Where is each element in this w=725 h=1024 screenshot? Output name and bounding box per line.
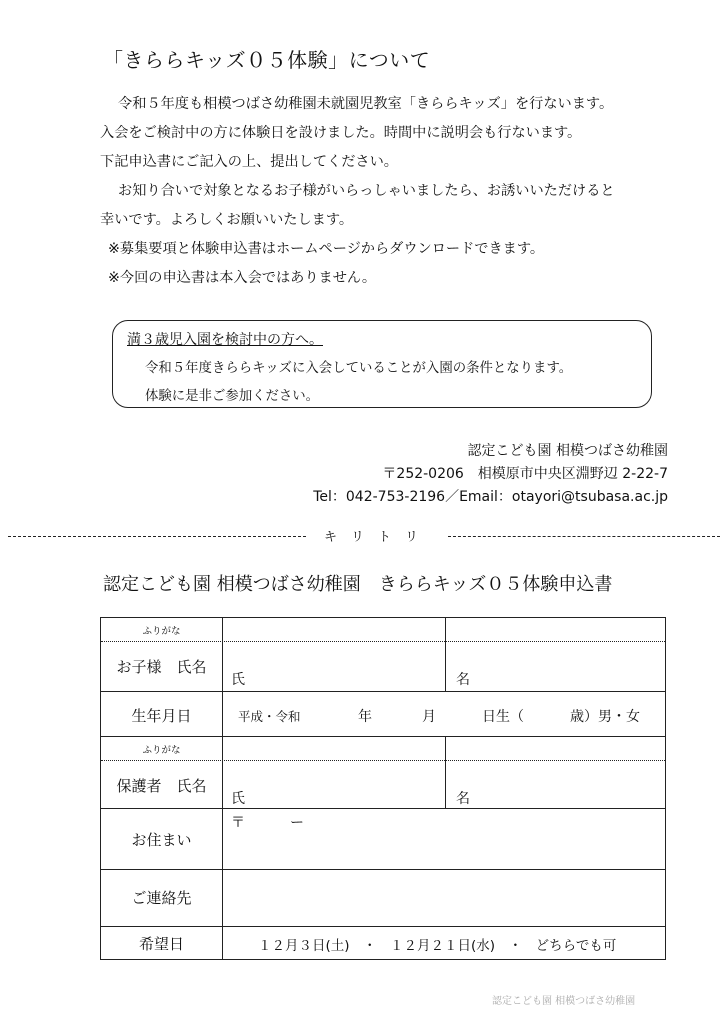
footer-text: 認定こども園 相模つばさ幼稚園 (492, 996, 636, 1007)
furigana-label: ふりがな (142, 626, 181, 637)
given-name-prefix: 名 (456, 791, 470, 807)
date-label: 希望日 (138, 935, 184, 953)
notice-title: 満３歳児入園を検討中の方へ。 (127, 332, 323, 348)
notice-box (112, 320, 652, 408)
intro-paragraph: 幸いです。よろしくお願いいたします。 (100, 212, 354, 228)
intro-text (100, 90, 700, 293)
notice-line: 体験に是非ご参加ください。 (145, 389, 320, 404)
guardian-family-name-field[interactable] (222, 761, 445, 808)
child-furigana-family-field[interactable] (222, 618, 445, 641)
child-name-label: お子様 氏名 (116, 658, 207, 676)
year-unit: 年 (358, 709, 372, 725)
cut-dash-right (448, 536, 720, 537)
era-text: 平成・令和 (238, 709, 301, 724)
cut-dash-left (8, 536, 306, 537)
birthday-label: 生年月日 (131, 707, 192, 725)
organization-address: 〒252-0206 相模原市中央区淵野辺 2-22-7 (382, 466, 668, 482)
intro-note: ※募集要項と体験申込書はホームページからダウンロードできます。 (108, 241, 545, 257)
furigana-label: ふりがな (142, 745, 181, 756)
postal-dash: ー (290, 815, 304, 831)
month-unit: 月 (422, 709, 436, 725)
address-label: お住まい (131, 831, 192, 849)
intro-paragraph: お知り合いで対象となるお子様がいらっしゃいましたら、お誘いいただけると (118, 183, 615, 199)
application-form (100, 617, 666, 960)
age-gender-text: 歳）男・女 (570, 709, 640, 725)
intro-note: ※今回の申込書は本入会ではありません。 (108, 270, 377, 286)
contact-label: ご連絡先 (131, 889, 192, 907)
birth-suffix: 日生（ (482, 709, 524, 725)
intro-paragraph: 入会をご検討中の方に体験日を設けました。時間中に説明会も行ないます。 (100, 125, 582, 141)
child-family-name-field[interactable] (222, 642, 445, 691)
intro-paragraph: 令和５年度も相模つばさ幼稚園未就園児教室「きららキッズ」を行ないます。 (118, 96, 614, 112)
given-name-prefix: 名 (456, 672, 470, 688)
address-field[interactable] (222, 809, 665, 869)
cut-line (8, 526, 720, 546)
child-furigana-given-field[interactable] (445, 618, 665, 641)
child-given-name-field[interactable] (445, 642, 665, 691)
guardian-given-name-field[interactable] (445, 761, 665, 808)
guardian-name-label: 保護者 氏名 (116, 777, 207, 795)
page-title: 「きららキッズ０５体験」について (103, 48, 431, 72)
organization-block (313, 440, 668, 509)
form-title: 認定こども園 相模つばさ幼稚園 きららキッズ０５体験申込書 (103, 574, 613, 595)
intro-paragraph: 下記申込書にご記入の上、提出してください。 (100, 154, 398, 170)
guardian-furigana-family-field[interactable] (222, 737, 445, 760)
birthday-field[interactable] (222, 692, 665, 736)
cut-label: キリトリ (323, 530, 432, 545)
family-name-prefix: 氏 (231, 672, 245, 688)
date-options-text: １２月３日(土) ・ １２月２１日(水) ・ どちらでも可 (258, 938, 617, 954)
notice-line: 令和５年度きららキッズに入会していることが入園の条件となります。 (145, 361, 573, 376)
family-name-prefix: 氏 (231, 791, 245, 807)
organization-name: 認定こども園 相模つばさ幼稚園 (467, 443, 668, 459)
date-options-field[interactable] (222, 927, 665, 959)
organization-contact: Tel：042-753-2196／Email：otayori@tsubasa.ac.jp (313, 489, 668, 505)
contact-field[interactable] (222, 870, 665, 926)
guardian-furigana-given-field[interactable] (445, 737, 665, 760)
postal-mark: 〒 (231, 815, 245, 831)
